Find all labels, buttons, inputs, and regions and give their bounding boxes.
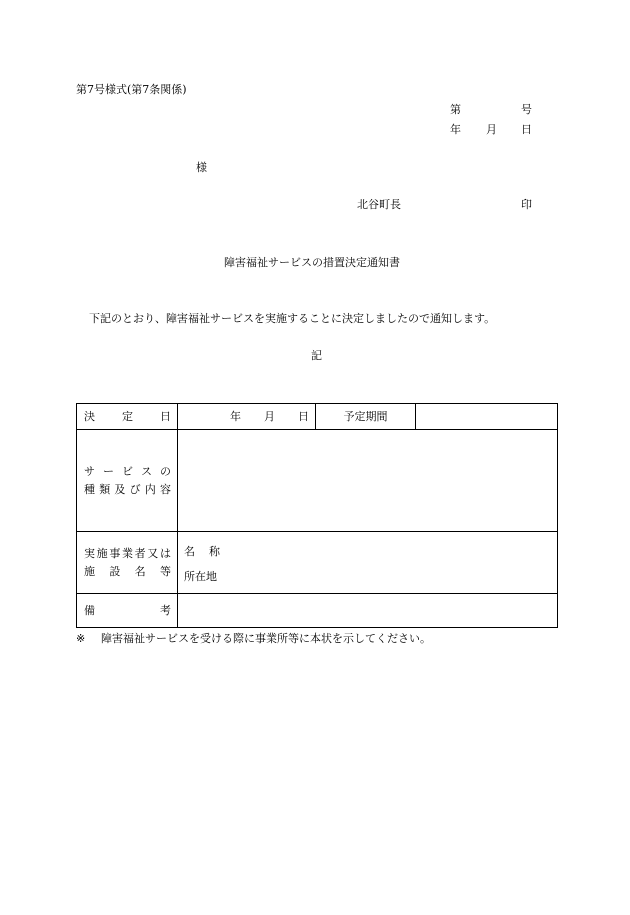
- footnote-mark: ※: [76, 632, 86, 645]
- date-year: 年: [450, 123, 461, 136]
- ki-heading: 記: [311, 349, 322, 362]
- provider-address-label: 所在地: [184, 569, 217, 583]
- date-month: 月: [486, 123, 497, 136]
- provider-label: 実 施 事 業 者 又 は 施 設 名 等: [77, 532, 178, 594]
- planned-period-label: 予定期間: [316, 404, 416, 430]
- form-number: 第7号様式(第7条関係): [76, 83, 187, 96]
- provider-name-label: 名 称: [184, 544, 220, 558]
- service-label: サ ー ビ ス の 種 類 及 び 内 容: [77, 430, 178, 532]
- issuer-seal: 印: [521, 198, 532, 211]
- decision-date-month: 月: [264, 410, 275, 423]
- decision-date-row: [77, 404, 558, 430]
- service-row: [77, 430, 558, 532]
- decision-date-value: [178, 404, 316, 430]
- remarks-row: [77, 594, 558, 628]
- remarks-label: 備 考: [77, 594, 178, 628]
- doc-number-suffix: 号: [521, 103, 532, 116]
- date-day: 日: [521, 123, 532, 136]
- decision-date-label: 決 定 日: [77, 404, 178, 430]
- decision-date-day: 日: [298, 410, 309, 423]
- notice-table: [76, 403, 558, 628]
- recipient-suffix: 様: [196, 161, 207, 174]
- planned-period-value: [416, 404, 558, 430]
- service-value: [178, 430, 558, 532]
- issuer-name: 北谷町長: [357, 198, 401, 211]
- document-title: 障害福祉サービスの措置決定通知書: [224, 256, 400, 269]
- provider-value: [178, 532, 558, 594]
- footnote-text: 障害福祉サービスを受ける際に事業所等に本状を示してください。: [101, 632, 431, 645]
- decision-date-year: 年: [230, 410, 241, 423]
- remarks-value: [178, 594, 558, 628]
- body-text: 下記のとおり、障害福祉サービスを実施することに決定しましたので通知します。: [89, 312, 496, 325]
- provider-row: [77, 532, 558, 594]
- doc-number-prefix: 第: [450, 103, 461, 116]
